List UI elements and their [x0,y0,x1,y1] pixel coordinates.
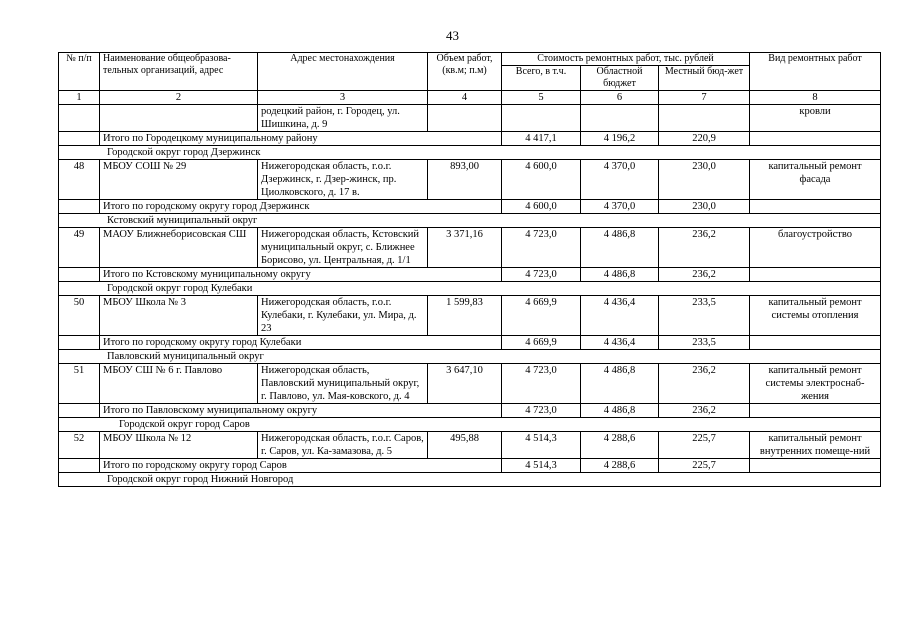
row-number: 52 [59,432,100,459]
subtotal-total: 4 723,0 [502,268,581,282]
subtotal-label: Итого по городскому округу город Саров [100,459,502,473]
school-name: МБОУ Школа № 12 [100,432,258,459]
total-cell: 4 723,0 [502,364,581,404]
subtotal-label: Итого по Павловскому муниципальному округу [100,404,502,418]
address-cell: Нижегородская область, г.о.г. Дзержинск, г. Дзер-жинск, пр. Циолковского, д. 17 в. [258,160,428,200]
header-address: Адрес местонахождения [258,53,428,91]
header-row [59,53,881,66]
header-regional: Областной бюджет [581,66,659,91]
regional-cell: 4 486,8 [581,228,659,268]
subtotal-total: 4 669,9 [502,336,581,350]
volume-cell: 495,88 [428,432,502,459]
region-heading: Городской округ город Саров [59,418,881,432]
regional-cell: 4 370,0 [581,160,659,200]
region-row [59,214,881,228]
subtotal-row [59,459,881,473]
region-row [59,473,881,487]
local-cell: 236,2 [659,364,750,404]
column-numbers-row [59,91,881,105]
column-number: 4 [428,91,502,105]
total-cell: 4 669,9 [502,296,581,336]
header-total: Всего, в т.ч. [502,66,581,91]
row-number: 50 [59,296,100,336]
header-num: № п/п [59,53,100,91]
local-cell: 225,7 [659,432,750,459]
column-number: 8 [750,91,881,105]
work-type-cell: капитальный ремонт фасада [750,160,881,200]
subtotal-row [59,336,881,350]
subtotal-row [59,404,881,418]
column-number: 6 [581,91,659,105]
school-name: МБОУ СШ № 6 г. Павлово [100,364,258,404]
total-cell: 4 600,0 [502,160,581,200]
subtotal-total: 4 417,1 [502,132,581,146]
table-row [59,364,881,404]
subtotal-row [59,200,881,214]
subtotal-regional: 4 196,2 [581,132,659,146]
subtotal-local: 236,2 [659,268,750,282]
column-number: 5 [502,91,581,105]
school-name: МАОУ Ближнеборисовская СШ [100,228,258,268]
subtotal-label: Итого по городскому округу город Дзержинск [100,200,502,214]
school-name: МБОУ СОШ № 29 [100,160,258,200]
subtotal-local: 230,0 [659,200,750,214]
header-volume: Объем работ, (кв.м; п.м) [428,53,502,91]
regional-cell: 4 436,4 [581,296,659,336]
subtotal-regional: 4 436,4 [581,336,659,350]
address-cell: Нижегородская область, Кстовский муниципальный округ, с. Ближнее Борисово, ул. Центральная, д. 1/1 [258,228,428,268]
work-type-cell: благоустройство [750,228,881,268]
volume-cell: 3 371,16 [428,228,502,268]
local-cell: 230,0 [659,160,750,200]
subtotal-total: 4 514,3 [502,459,581,473]
region-row [59,146,881,160]
subtotal-label: Итого по Кстовскому муниципальному округу [100,268,502,282]
header-local: Местный бюд-жет [659,66,750,91]
table-row [59,228,881,268]
header-cost: Стоимость ремонтных работ, тыс. рублей [502,53,750,66]
local-cell: 236,2 [659,228,750,268]
local-cell: 233,5 [659,296,750,336]
address-cell: Нижегородская область, г.о.г. Кулебаки, г. Кулебаки, ул. Мира, д. 23 [258,296,428,336]
region-heading: Городской округ город Нижний Новгород [59,473,881,487]
region-row [59,418,881,432]
address-cell: родецкий район, г. Городец, ул. Шишкина, д. 9 [258,105,428,132]
regional-cell: 4 288,6 [581,432,659,459]
header-type: Вид ремонтных работ [750,53,881,91]
work-type-cell: капитальный ремонт системы электроснаб-жения [750,364,881,404]
table-row [59,296,881,336]
subtotal-regional: 4 486,8 [581,268,659,282]
volume-cell: 3 647,10 [428,364,502,404]
row-number: 49 [59,228,100,268]
row-number: 48 [59,160,100,200]
column-number: 3 [258,91,428,105]
subtotal-local: 236,2 [659,404,750,418]
total-cell: 4 514,3 [502,432,581,459]
subtotal-label: Итого по Городецкому муниципальному району [100,132,502,146]
address-cell: Нижегородская область, г.о.г. Саров, г. Саров, ул. Ка-замазова, д. 5 [258,432,428,459]
row-number: 51 [59,364,100,404]
repair-works-table [58,52,881,487]
region-heading: Городской округ город Кулебаки [59,282,881,296]
total-cell: 4 723,0 [502,228,581,268]
address-cell: Нижегородская область, Павловский муниципальный округ, г. Павлово, ул. Мая-ковского, д. 4 [258,364,428,404]
work-type-cell: кровли [750,105,881,132]
regional-cell: 4 486,8 [581,364,659,404]
subtotal-total: 4 600,0 [502,200,581,214]
column-number: 1 [59,91,100,105]
subtotal-label: Итого по городскому округу город Кулебаки [100,336,502,350]
region-row [59,350,881,364]
work-type-cell: капитальный ремонт внутренних помеще-ний [750,432,881,459]
subtotal-regional: 4 370,0 [581,200,659,214]
region-heading: Павловский муниципальный округ [59,350,881,364]
region-row [59,282,881,296]
subtotal-local: 220,9 [659,132,750,146]
subtotal-regional: 4 288,6 [581,459,659,473]
subtotal-local: 225,7 [659,459,750,473]
region-heading: Городской округ город Дзержинск [59,146,881,160]
volume-cell: 1 599,83 [428,296,502,336]
subtotal-regional: 4 486,8 [581,404,659,418]
subtotal-row [59,132,881,146]
table-row [59,160,881,200]
column-number: 7 [659,91,750,105]
volume-cell: 893,00 [428,160,502,200]
column-number: 2 [100,91,258,105]
subtotal-total: 4 723,0 [502,404,581,418]
subtotal-row [59,268,881,282]
page-number: 43 [446,28,459,43]
school-name: МБОУ Школа № 3 [100,296,258,336]
work-type-cell: капитальный ремонт системы отопления [750,296,881,336]
table-row [59,432,881,459]
header-name: Наименование общеобразова-тельных организаций, адрес [100,53,258,91]
table-row [59,105,881,132]
region-heading: Кстовский муниципальный округ [59,214,881,228]
subtotal-local: 233,5 [659,336,750,350]
